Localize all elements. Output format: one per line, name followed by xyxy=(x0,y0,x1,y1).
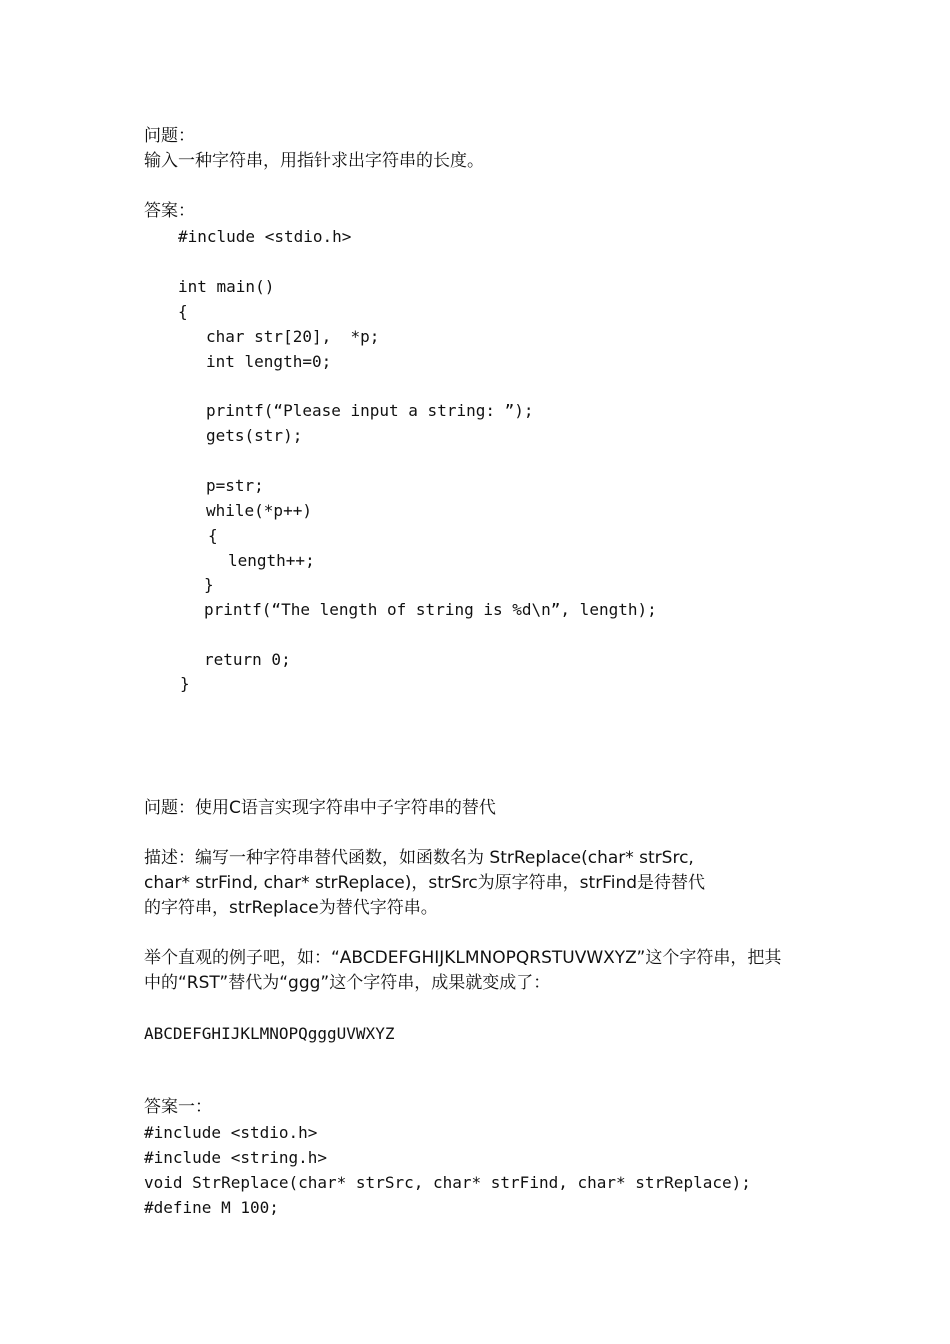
code-line-assign-p: p=str; xyxy=(206,476,264,495)
code-line-open-brace: { xyxy=(178,302,188,321)
code-line-increment: length++; xyxy=(228,551,315,570)
code-line-gets: gets(str); xyxy=(206,426,303,445)
result-string: ABCDEFGHIJKLMNOPQgggUVWXYZ xyxy=(144,1024,395,1043)
code-line-printf-prompt: printf(“Please input a string: ”); xyxy=(206,401,534,420)
code-line-main: int main() xyxy=(178,277,275,296)
question-line-2: 问题：使用C语言实现字符串中子字符串的替代 xyxy=(144,798,496,818)
question-label-1: 问题： xyxy=(144,126,195,146)
description-line-3: 的字符串，strReplace为替代字符串。 xyxy=(144,898,438,918)
code-line-while-close: } xyxy=(204,575,214,594)
code-line-close-brace: } xyxy=(180,674,190,693)
code-line-include-string: #include <string.h> xyxy=(144,1148,328,1167)
code-line-include-stdio: #include <stdio.h> xyxy=(144,1123,318,1142)
code-line-decl-str: char str[20], *p; xyxy=(206,327,380,346)
example-line-1: 举个直观的例子吧，如：“ABCDEFGHIJKLMNOPQRSTUVWXYZ”这个字符串，把其 xyxy=(144,948,782,968)
answer-label-1: 答案： xyxy=(144,201,195,221)
code-line-while-open: { xyxy=(208,526,218,545)
code-line-prototype: void StrReplace(char* strSrc, char* strFind, char* strReplace); xyxy=(144,1173,751,1192)
answer-label-2: 答案一： xyxy=(144,1097,212,1117)
question-text-1: 输入一种字符串，用指针求出字符串的长度。 xyxy=(144,151,484,171)
code-line-define: #define M 100; xyxy=(144,1198,279,1217)
description-line-1: 描述：编写一种字符串替代函数，如函数名为 StrReplace(char* strSrc, xyxy=(144,848,694,868)
code-line-decl-length: int length=0; xyxy=(206,352,332,371)
description-line-2: char* strFind, char* strReplace)，strSrc为原字符串，strFind是待替代 xyxy=(144,873,706,893)
example-line-2: 中的“RST”替代为“ggg”这个字符串，成果就变成了： xyxy=(144,973,551,993)
code-line-return: return 0; xyxy=(204,650,291,669)
code-line-printf-result: printf(“The length of string is %d\n”, length); xyxy=(204,600,657,619)
code-line-include: #include <stdio.h> xyxy=(178,227,352,246)
code-line-while: while(*p++) xyxy=(206,501,312,520)
